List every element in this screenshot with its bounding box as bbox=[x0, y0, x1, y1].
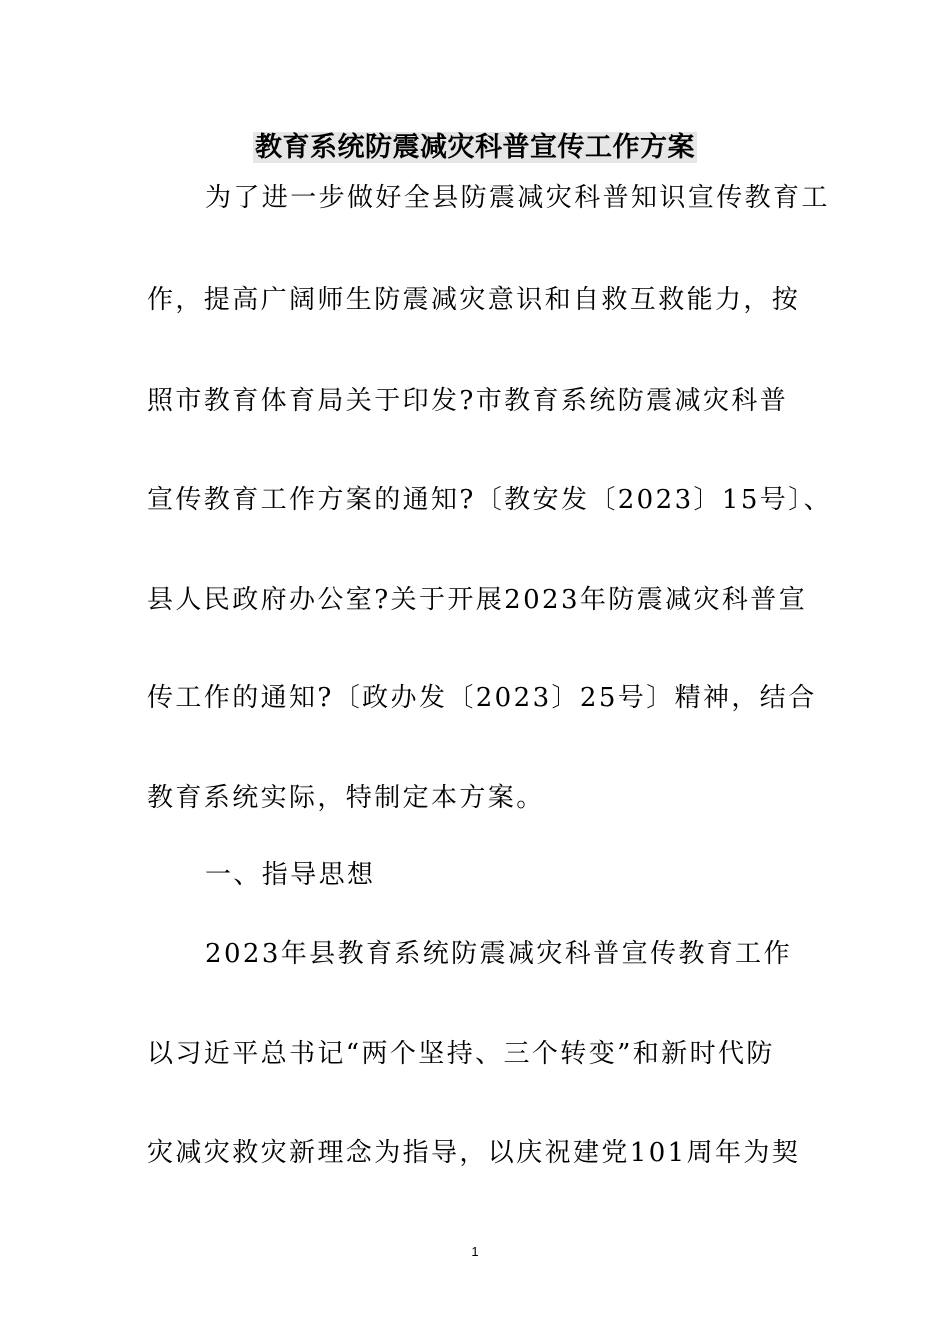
paragraph-line: 宣传教育工作方案的通知?〔教安发〔2023〕15号〕、 bbox=[147, 485, 832, 515]
paragraph-line: 传工作的通知?〔政办发〔2023〕25号〕精神，结合 bbox=[147, 683, 817, 713]
paragraph-line: 教育系统实际，特制定本方案。 bbox=[147, 783, 545, 813]
document-title-text: 教育系统防震减灾科普宣传工作方案 bbox=[255, 132, 695, 163]
document-title bbox=[0, 128, 950, 168]
paragraph-line: 2023年县教育系统防震减灾科普宣传教育工作 bbox=[205, 939, 792, 969]
page-number: 1 bbox=[471, 1244, 479, 1259]
paragraph-line: 照市教育体育局关于印发?市教育系统防震减灾科普 bbox=[147, 386, 789, 416]
paragraph-line: 为了进一步做好全县防震减灾科普知识宣传教育工 bbox=[205, 183, 830, 213]
section-heading: 一、指导思想 bbox=[205, 860, 376, 890]
paragraph-line: 作，提高广阔师生防震减灾意识和自救互救能力，按 bbox=[147, 285, 801, 315]
paragraph-line: 灾减灾救灾新理念为指导，以庆祝建党101周年为契 bbox=[147, 1138, 801, 1168]
paragraph-line: 以习近平总书记“两个坚持、三个转变”和新时代防 bbox=[147, 1039, 775, 1069]
paragraph-line: 县人民政府办公室?关于开展2023年防震减灾科普宣 bbox=[147, 585, 808, 615]
